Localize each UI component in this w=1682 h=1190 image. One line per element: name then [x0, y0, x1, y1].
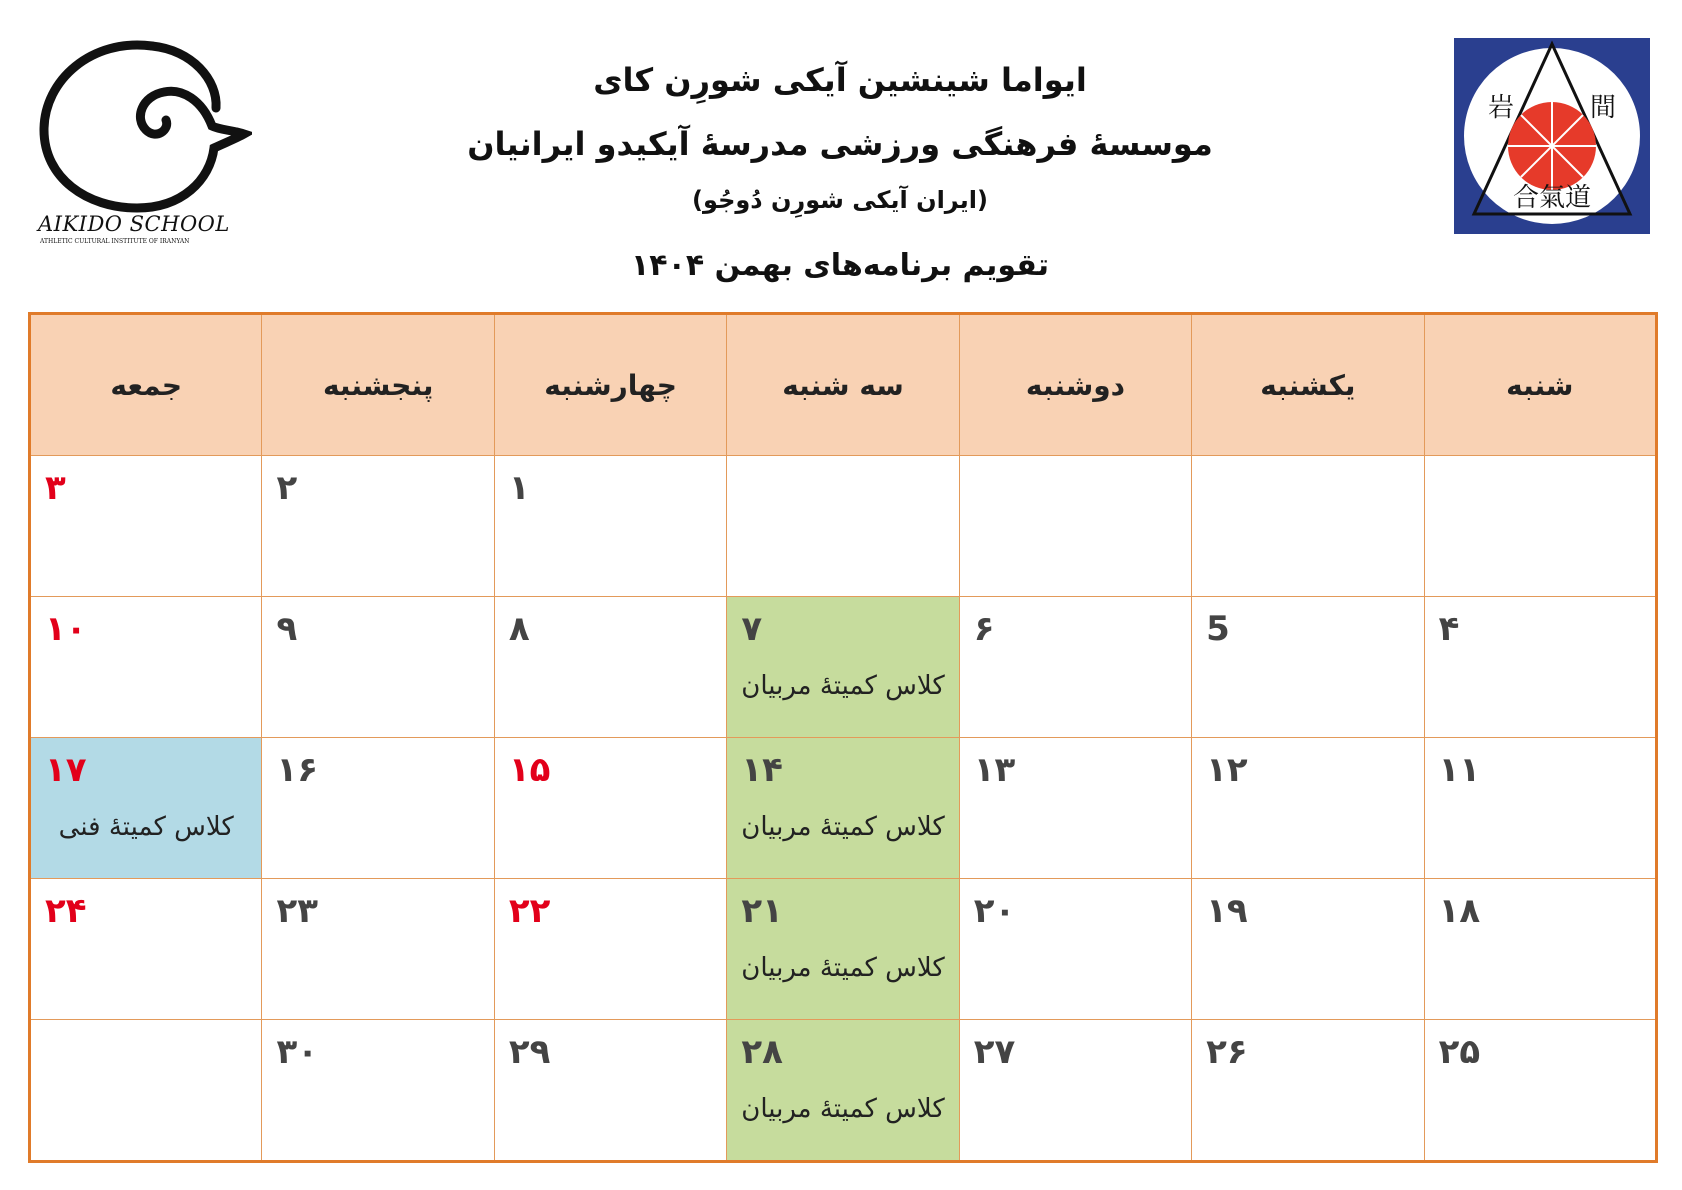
day-event: کلاس کمیتۀ فنی [58, 812, 234, 842]
day-number: 5 [1206, 609, 1230, 649]
day-number: ۱۶ [276, 750, 318, 790]
logo-brand-subtext: ATHLETIC CULTURAL INSTITUTE OF IRANYAN [40, 238, 190, 245]
day-number: ۱۴ [741, 750, 783, 790]
day-number: ۹ [276, 609, 298, 649]
calendar-day-cell [959, 1020, 1191, 1162]
day-number: ۱۲ [1206, 750, 1248, 790]
calendar-week-row [30, 456, 1657, 597]
weekday-header: یکشنبه [1192, 314, 1424, 456]
day-event: کلاس کمیتۀ مربیان [741, 812, 945, 842]
logo-char-right: 間 [1590, 93, 1617, 123]
aikido-school-emblem-icon [32, 30, 252, 215]
calendar-day-cell [1192, 879, 1424, 1020]
day-event: کلاس کمیتۀ مربیان [741, 1094, 945, 1124]
day-number: ۷ [741, 609, 763, 649]
day-number: ۲۰ [973, 891, 1016, 931]
calendar-day-cell [262, 597, 494, 738]
calendar-day-cell [494, 597, 726, 738]
day-number: ۱۸ [1438, 891, 1481, 931]
calendar-day-cell [727, 456, 959, 597]
day-number: ۲۳ [276, 891, 318, 931]
day-number: ۲۴ [45, 891, 87, 931]
day-number: ۱۱ [1438, 750, 1481, 790]
calendar-day-cell [262, 1020, 494, 1162]
calendar-day-cell [727, 738, 959, 879]
day-number: ۴ [1438, 609, 1460, 649]
calendar-day-cell [727, 597, 959, 738]
calendar-week-row [30, 738, 1657, 879]
weekday-header: جمعه [30, 314, 262, 456]
calendar-day-cell [959, 597, 1191, 738]
calendar-day-cell [494, 738, 726, 879]
org-dojo-name: (ایران آیکی شورِن دُوجُو) [692, 186, 988, 214]
day-number: ۲۲ [508, 891, 551, 931]
calendar-day-cell [30, 738, 262, 879]
calendar-day-cell [30, 879, 262, 1020]
calendar-week-row [30, 879, 1657, 1020]
calendar-day-cell [727, 879, 959, 1020]
weekday-header-row [30, 314, 1657, 456]
day-number: ۱ [508, 468, 530, 508]
calendar-day-cell [959, 456, 1191, 597]
day-number: ۱۵ [508, 750, 551, 790]
calendar-day-cell [30, 456, 262, 597]
aikido-school-logo [32, 30, 252, 250]
org-title: ایواما شینشین آیکی شورِن کای [593, 61, 1087, 99]
day-number: ۱۳ [973, 750, 1016, 790]
day-number: ۳۰ [276, 1032, 318, 1072]
day-event: کلاس کمیتۀ مربیان [741, 953, 945, 983]
calendar-day-cell [262, 879, 494, 1020]
iwama-logo [1454, 38, 1650, 234]
calendar-day-cell [1192, 456, 1424, 597]
day-number: ۲۶ [1206, 1032, 1248, 1072]
day-number: ۲۸ [741, 1032, 783, 1072]
calendar-day-cell [1192, 738, 1424, 879]
calendar-week-row [30, 597, 1657, 738]
day-number: ۱۷ [45, 750, 87, 790]
weekday-header: شنبه [1424, 314, 1656, 456]
day-number: ۲۵ [1438, 1032, 1481, 1072]
day-number: ۲۱ [741, 891, 783, 931]
calendar-day-cell [30, 1020, 262, 1162]
day-number: ۲۷ [973, 1032, 1016, 1072]
calendar-day-cell [1424, 597, 1656, 738]
day-event: کلاس کمیتۀ مربیان [741, 671, 945, 701]
day-number: ۱۰ [45, 609, 87, 649]
calendar-day-cell [494, 1020, 726, 1162]
calendar-day-cell [1192, 1020, 1424, 1162]
weekday-header: سه شنبه [727, 314, 959, 456]
calendar-day-cell [1424, 879, 1656, 1020]
day-number: ۱۹ [1206, 891, 1248, 931]
day-number: ۳ [45, 468, 66, 508]
logo-brand-text: AIKIDO SCHOOL [38, 212, 230, 236]
iwama-emblem-icon [1454, 38, 1650, 234]
calendar-day-cell [262, 738, 494, 879]
weekday-header: دوشنبه [959, 314, 1191, 456]
day-number: ۶ [973, 609, 995, 649]
calendar-day-cell [1424, 738, 1656, 879]
calendar-day-cell [1424, 456, 1656, 597]
logo-char-bottom: 合氣道 [1512, 183, 1592, 213]
calendar-day-cell [959, 738, 1191, 879]
org-subtitle: موسسۀ فرهنگی ورزشی مدرسۀ آیکیدو ایرانیان [467, 125, 1213, 163]
weekday-header: چهارشنبه [494, 314, 726, 456]
logo-char-left: 岩 [1488, 93, 1515, 123]
calendar-day-cell [1192, 597, 1424, 738]
calendar-day-cell [494, 456, 726, 597]
day-number: ۲۹ [508, 1032, 551, 1072]
calendar-day-cell [494, 879, 726, 1020]
calendar-day-cell [30, 597, 262, 738]
day-number: ۸ [508, 609, 530, 649]
day-number: ۲ [276, 468, 298, 508]
calendar-week-row [30, 1020, 1657, 1162]
org-header [420, 48, 1260, 224]
calendar-day-cell [727, 1020, 959, 1162]
calendar-day-cell [959, 879, 1191, 1020]
calendar-title: تقویم برنامه‌های بهمن ۱۴۰۴ [630, 248, 1049, 283]
calendar-day-cell [1424, 1020, 1656, 1162]
month-calendar [28, 312, 1658, 1163]
calendar-day-cell [262, 456, 494, 597]
weekday-header: پنجشنبه [262, 314, 494, 456]
